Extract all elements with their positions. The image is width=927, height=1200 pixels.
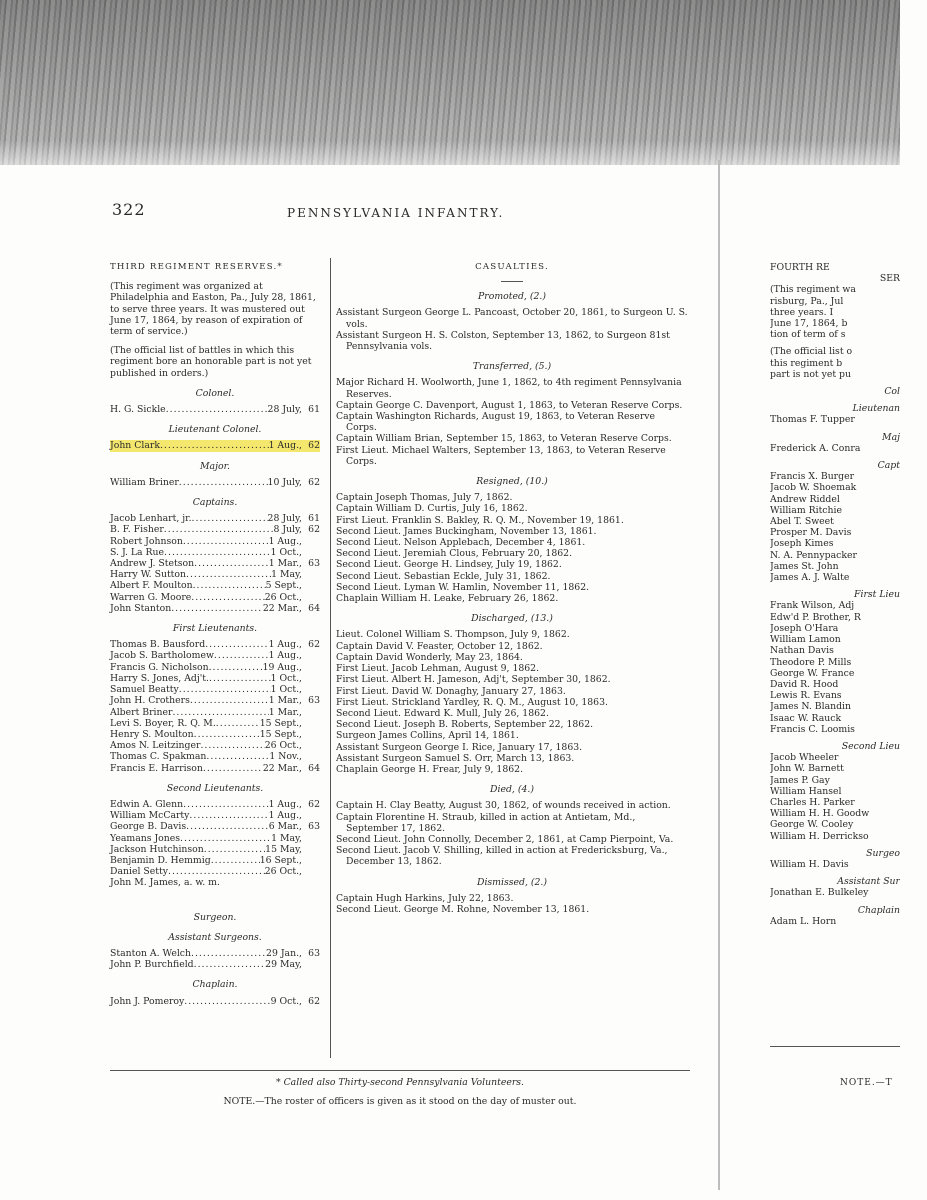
commission-date: 1 Aug., — [268, 650, 302, 662]
officer-name: John Stanton — [110, 602, 172, 614]
roster-extra: John M. James, a. w. m. — [110, 877, 220, 889]
commission-date: 1 Mar., — [268, 558, 302, 570]
roster-entry — [110, 477, 320, 488]
officer-name: Albert F. Moulton — [110, 580, 193, 592]
officer-name: Thomas B. Bausford — [110, 639, 206, 651]
commission-year — [302, 833, 320, 844]
roster-entry — [110, 650, 320, 661]
commission-year — [302, 707, 320, 718]
casualty-category: Resigned, (10.) — [476, 476, 548, 488]
roster-entry — [110, 404, 320, 415]
leader-dots — [203, 763, 263, 774]
cutoff-line: James N. Blandin — [770, 701, 852, 713]
officer-name: William Briner — [110, 476, 179, 488]
commission-year — [302, 673, 320, 684]
leader-dots — [214, 650, 269, 661]
footer-rule — [110, 1070, 690, 1071]
cutoff-line: George W. France — [770, 667, 855, 679]
officer-name: John P. Burchfield — [110, 959, 194, 971]
commission-date: 15 Sept., — [259, 717, 302, 729]
officer-name: Francis G. Nicholson — [110, 661, 209, 673]
commission-year: 62 — [308, 798, 320, 810]
cutoff-line: (The official list o — [770, 346, 853, 358]
commission-date: 26 Oct., — [264, 866, 302, 878]
commission-date: 1 Oct., — [270, 546, 302, 558]
commission-date: 29 Jan., — [266, 947, 302, 959]
officer-name: Yeamans Jones — [110, 832, 181, 844]
cutoff-line: Abel T. Sweet — [770, 516, 834, 528]
officer-name: Andrew J. Stetson — [110, 558, 195, 570]
roster-entry — [110, 751, 320, 762]
commission-year: 64 — [308, 602, 320, 614]
commission-date: 1 Aug., — [268, 440, 302, 452]
leader-dots — [209, 662, 263, 673]
casualty-entry: Second Lieut. Edward K. Mull, July 26, 1862. — [336, 707, 549, 719]
roster-entry — [110, 948, 320, 959]
officer-name: John H. Crothers — [110, 695, 190, 707]
leader-dots — [194, 558, 269, 569]
roster-entry — [110, 718, 320, 729]
cutoff-line: Adam L. Horn — [770, 915, 837, 927]
roster-entry — [110, 695, 320, 706]
roster-entry — [110, 729, 320, 740]
commission-date: 1 Aug., — [268, 810, 302, 822]
officer-name: H. G. Sickle — [110, 404, 166, 416]
leader-dots — [186, 821, 269, 832]
commission-year — [302, 684, 320, 695]
commission-date: 29 May, — [265, 959, 302, 971]
roster-entry — [110, 959, 320, 970]
casualty-entry: Captain William Brian, September 15, 1863, to Veteran Reserve Corps. — [336, 433, 672, 445]
roster-entry — [110, 866, 320, 877]
commission-year: 62 — [308, 440, 320, 452]
casualties-column — [336, 262, 688, 915]
commission-date: 22 Mar., — [262, 762, 302, 774]
commission-date: 8 July, — [273, 524, 302, 536]
roster-entry — [110, 662, 320, 673]
casualty-entry: Lieut. Colonel William S. Thompson, July 9, 1862. — [336, 629, 570, 641]
cutoff-line: Surgeo — [866, 847, 900, 859]
cutoff-line: George W. Cooley — [770, 819, 854, 831]
casualty-entry: Second Lieut. George H. Lindsey, July 19, 1862. — [336, 559, 562, 571]
roster-entry — [110, 763, 320, 774]
roster-entry — [110, 603, 320, 614]
cutoff-line: William Lamon — [770, 634, 841, 646]
officer-name: Amos N. Leitzinger — [110, 740, 201, 752]
cutoff-line: Francis X. Burger — [770, 471, 855, 483]
commission-date: 22 Mar., — [262, 602, 302, 614]
commission-year — [302, 569, 320, 580]
commission-year — [302, 729, 320, 740]
column-rule — [330, 258, 331, 1058]
officer-name: George B. Davis — [110, 821, 187, 833]
cutoff-line: Joseph O'Hara — [770, 622, 839, 634]
cutoff-line: William H. H. Goodw — [770, 808, 870, 820]
scan-shadow — [0, 0, 900, 165]
casualty-entry: Second Lieut. John Connolly, December 2, 1861, at Camp Pierpoint, Va. — [336, 833, 674, 845]
cutoff-line: Andrew Riddel — [770, 493, 840, 505]
leader-dots — [204, 844, 265, 855]
commission-date: 15 May, — [265, 843, 302, 855]
cutoff-line: William Hansel — [770, 785, 842, 797]
roster-entry — [110, 996, 320, 1007]
cutoff-line: William H. Davis — [770, 858, 849, 870]
casualty-entry: Assistant Surgeon George I. Rice, January 17, 1863. — [336, 741, 583, 753]
roster-entry — [110, 684, 320, 695]
commission-date: 9 Oct., — [270, 995, 302, 1007]
roster-entry — [110, 569, 320, 580]
officer-name: Jacob Lenhart, jr. — [110, 513, 192, 525]
casualty-entry: First Lieut. Michael Walters, September 13, 1863, to Veteran Reserve Corps. — [336, 444, 666, 467]
leader-dots — [211, 855, 260, 866]
commission-year — [302, 592, 320, 603]
commission-date: 1 Aug., — [268, 798, 302, 810]
cutoff-line: First Lieu — [854, 589, 900, 601]
roster-entry — [110, 513, 320, 524]
officer-name: Jacob S. Bartholomew — [110, 650, 214, 662]
commission-year: 63 — [308, 558, 320, 570]
roster-entry — [110, 547, 320, 558]
commission-year: 63 — [308, 821, 320, 833]
running-head: PENNSYLVANIA INFANTRY. — [287, 206, 505, 220]
commission-year: 62 — [308, 476, 320, 488]
commission-year — [302, 866, 320, 877]
casualty-entry: Second Lieut. Jeremiah Clous, February 20, 1862. — [336, 548, 573, 560]
officer-name: Francis E. Harrison — [110, 762, 203, 774]
officer-name: John J. Pomeroy — [110, 995, 185, 1007]
commission-date: 26 Oct., — [264, 740, 302, 752]
leader-dots — [160, 440, 269, 451]
cutoff-line: Second Lieu — [841, 740, 900, 752]
roster-entry — [110, 558, 320, 569]
section-title: First Lieutenants. — [172, 623, 258, 635]
officer-name: S. J. La Rue — [110, 546, 165, 558]
battles-note: (The official list of battles in which this regiment bore an honorable part is not yet published in orders.) — [110, 345, 312, 379]
leader-dots — [189, 810, 268, 821]
cutoff-line: Nathan Davis — [770, 645, 834, 657]
cutoff-line: Lieutenan — [852, 403, 900, 415]
commission-date: 28 July, — [267, 513, 302, 525]
commission-date: 1 Nov., — [269, 751, 302, 763]
section-title: Assistant Surgeons. — [168, 931, 262, 943]
section-title: Surgeon. — [193, 911, 237, 923]
cutoff-line: SER — [879, 273, 900, 285]
cutoff-line: Col — [884, 386, 900, 398]
roster-entry — [110, 536, 320, 547]
roster-entry — [110, 592, 320, 603]
commission-year — [302, 718, 320, 729]
commission-date: 1 Mar., — [268, 706, 302, 718]
cutoff-line: Chaplain — [857, 904, 900, 916]
roster-entry — [110, 844, 320, 855]
cutoff-line: David R. Hood — [770, 678, 839, 690]
roster-entry — [110, 855, 320, 866]
commission-year: 61 — [308, 513, 320, 525]
muster-note: NOTE.—The roster of officers is given as it stood on the day of muster out. — [223, 1096, 577, 1107]
casualty-entry: Second Lieut. Jacob V. Shilling, killed in action at Fredericksburg, Va., December 13, 1862. — [336, 845, 668, 868]
casualty-category: Dismissed, (2.) — [476, 876, 548, 888]
officer-name: B. F. Fisher — [110, 524, 164, 536]
commission-date: 1 May, — [271, 832, 302, 844]
commission-year: 62 — [308, 524, 320, 536]
officer-name: Edwin A. Glenn — [110, 798, 184, 810]
roster-entry — [110, 810, 320, 821]
casualty-category: Died, (4.) — [490, 784, 534, 796]
leader-dots — [186, 569, 271, 580]
commission-date: 1 Oct., — [270, 684, 302, 696]
roster-entry — [110, 673, 320, 684]
cutoff-line: Prosper M. Davis — [770, 527, 852, 539]
roster-entry — [110, 821, 320, 832]
blank-line — [110, 889, 320, 903]
leader-dots — [164, 547, 271, 558]
officer-name: Jackson Hutchinson — [110, 843, 204, 855]
commission-year — [302, 536, 320, 547]
officer-name: Warren G. Moore — [110, 591, 192, 603]
cutoff-line: John W. Barnett — [770, 763, 844, 775]
cutoff-line: Lewis R. Evans — [770, 690, 842, 702]
section-title: Major. — [200, 460, 230, 472]
leader-dots — [184, 996, 270, 1007]
commission-date: 1 Oct., — [270, 672, 302, 684]
commission-year — [302, 855, 320, 866]
leader-dots — [166, 404, 268, 415]
casualty-entry: Second Lieut. Nelson Applebach, December 4, 1861. — [336, 537, 586, 549]
leader-dots — [206, 751, 269, 762]
page-edge — [718, 160, 720, 1190]
leader-dots — [168, 866, 265, 877]
commission-year: 64 — [308, 762, 320, 774]
leader-dots — [183, 799, 268, 810]
commission-year: 63 — [308, 695, 320, 707]
leader-dots — [205, 639, 268, 650]
officer-name: Henry S. Moulton — [110, 728, 194, 740]
commission-date: 19 Aug., — [262, 661, 302, 673]
commission-year: 62 — [308, 639, 320, 651]
roster-sections — [110, 388, 320, 1007]
cutoff-line: Thomas F. Tupper — [770, 414, 855, 426]
cutoff-line: part is not yet pu — [770, 368, 851, 380]
officer-name: Harry W. Sutton — [110, 569, 186, 581]
leader-dots — [190, 695, 269, 706]
cutoff-line: Joseph Kimes — [770, 538, 834, 550]
commission-date: 10 July, — [267, 476, 302, 488]
casualty-entry: Assistant Surgeon H. S. Colston, September 13, 1862, to Surgeon 81st Pennsylvania vols. — [336, 329, 670, 353]
officer-name: Albert Briner — [110, 706, 173, 718]
cutoff-note: NOTE.—T — [840, 1078, 893, 1088]
officer-name: Robert Johnson — [110, 535, 183, 547]
casualty-entry: Second Lieut. Joseph B. Roberts, September 22, 1862. — [336, 719, 594, 731]
officer-name: Benjamin D. Hemmig — [110, 854, 211, 866]
casualty-category: Discharged, (13.) — [471, 613, 553, 625]
leader-dots — [180, 833, 271, 844]
commission-date: 1 Aug., — [268, 535, 302, 547]
section-title: Lieutenant Colonel. — [168, 424, 262, 436]
commission-date: 16 Sept., — [259, 854, 302, 866]
casualty-entry: Captain George C. Davenport, August 1, 1863, to Veteran Reserve Corps. — [336, 399, 683, 411]
cutoff-line: Isaac W. Rauck — [770, 712, 842, 724]
commission-year: 62 — [308, 995, 320, 1007]
commission-year — [302, 751, 320, 762]
leader-dots — [191, 948, 266, 959]
casualty-entry: Surgeon James Collins, April 14, 1861. — [336, 730, 519, 742]
commission-year — [302, 959, 320, 970]
next-regiment-column — [770, 262, 900, 927]
leader-dots — [194, 729, 260, 740]
roster-entry — [110, 639, 320, 650]
casualty-entry: Captain David V. Feaster, October 12, 1862. — [336, 640, 543, 652]
casualty-entry: Assistant Surgeon George L. Pancoast, October 20, 1861, to Surgeon U. S. vols. — [336, 307, 688, 330]
cutoff-line: Jacob W. Shoemak — [770, 482, 857, 494]
officer-name: Levi S. Boyer, R. Q. M. — [110, 717, 216, 729]
roster-entry — [110, 833, 320, 844]
regiment-heading: THIRD REGIMENT RESERVES.* — [110, 262, 283, 272]
leader-dots — [209, 673, 271, 684]
roster-entry — [110, 524, 320, 535]
casualty-entry: Chaplain William H. Leake, February 26, 1862. — [336, 593, 559, 605]
cutoff-line: William H. Derrickso — [770, 830, 869, 842]
section-title: Chaplain. — [192, 979, 238, 991]
cutoff-line: Charles H. Parker — [770, 796, 855, 808]
cutoff-line: James A. J. Walte — [770, 572, 850, 584]
casualty-category: Promoted, (2.) — [478, 291, 546, 303]
cutoff-line: Edw'd P. Brother, R — [770, 611, 861, 623]
officer-name: Thomas C. Spakman — [110, 751, 207, 763]
cutoff-line: Francis C. Loomis — [770, 723, 855, 735]
cutoff-line: Frank Wilson, Adj — [770, 600, 855, 612]
cutoff-line: risburg, Pa., Jul — [770, 295, 844, 307]
roster-entry — [110, 707, 320, 718]
casualty-entry: Assistant Surgeon Samuel S. Orr, March 13, 1863. — [336, 752, 575, 764]
casualty-category: Transferred, (5.) — [472, 361, 552, 373]
leader-dots — [172, 707, 268, 718]
casualty-entry: First Lieut. Albert H. Jameson, Adj't, September 30, 1862. — [336, 674, 611, 686]
section-title: Second Lieutenants. — [166, 782, 264, 794]
commission-year — [302, 810, 320, 821]
commission-date: 28 July, — [267, 404, 302, 416]
leader-dots — [200, 740, 264, 751]
roster-entry — [110, 440, 320, 451]
officer-name: John Clark — [110, 440, 160, 452]
officer-name: William McCarty — [110, 810, 190, 822]
casualty-entry: Second Lieut. Lyman W. Hamlin, November 11, 1862. — [336, 581, 590, 593]
casualty-entry: First Lieut. Jacob Lehman, August 9, 1862. — [336, 663, 540, 675]
commission-year — [302, 740, 320, 751]
commission-date: 1 Aug., — [268, 639, 302, 651]
casualty-entry: First Lieut. Franklin S. Bakley, R. Q. M., November 19, 1861. — [336, 514, 624, 526]
commission-date: 26 Oct., — [264, 591, 302, 603]
casualties-heading: CASUALTIES. — [475, 262, 549, 272]
leader-dots — [192, 513, 268, 524]
roster-column — [110, 262, 320, 1007]
casualty-entry: First Lieut. David W. Donaghy, January 27, 1863. — [336, 685, 566, 697]
cutoff-line: Capt — [877, 460, 900, 472]
cutoff-line: (This regiment wa — [770, 284, 856, 296]
section-title: Colonel. — [195, 387, 235, 399]
casualty-entry: Captain H. Clay Beatty, August 30, 1862, of wounds received in action. — [336, 800, 671, 812]
cutoff-line: Jonathan E. Bulkeley — [770, 887, 869, 899]
casualty-entry: Captain Florentine H. Straub, killed in action at Antietam, Md., September 17, 1862. — [336, 811, 636, 834]
casualty-entry: Second Lieut. Sebastian Eckle, July 31, 1862. — [336, 570, 551, 582]
casualty-entry: Captain William D. Curtis, July 16, 1862. — [336, 503, 528, 515]
commission-year — [302, 662, 320, 673]
cutoff-line: Frederick A. Conra — [770, 442, 861, 454]
casualty-entry: Second Lieut. George M. Rohne, November 13, 1861. — [336, 903, 590, 915]
commission-year — [302, 650, 320, 661]
page-number: 322 — [112, 200, 146, 219]
officer-name: Stanton A. Welch — [110, 947, 192, 959]
regiment-note: (This regiment was organized at Philadelphia and Easton, Pa., July 28, 1861, to serve three years. It was mustered out June 17, 1864, by reason of expiration of term of service.) — [110, 281, 316, 338]
officer-name: Harry S. Jones, Adj't. — [110, 672, 209, 684]
cutoff-line: James P. Gay — [770, 774, 830, 786]
heading-rule — [501, 281, 523, 282]
footnote: * Called also Thirty-second Pennsylvania Volunteers. — [275, 1077, 525, 1088]
commission-date: 1 May, — [271, 569, 302, 581]
cutoff-line: N. A. Pennypacker — [770, 549, 857, 561]
cutoff-line: Maj — [882, 431, 900, 443]
cutoff-line: this regiment b — [770, 357, 843, 369]
officer-name: Samuel Beatty — [110, 684, 179, 696]
casualty-entry: Major Richard H. Woolworth, June 1, 1862, to 4th regiment Pennsylvania Reserves. — [336, 377, 682, 400]
casualty-sections — [336, 291, 688, 915]
cutoff-line: June 17, 1864, b — [770, 318, 848, 330]
officer-name: Daniel Setty — [110, 866, 168, 878]
casualty-entry: Captain Washington Richards, August 19, 1863, to Veteran Reserve Corps. — [336, 411, 656, 434]
commission-date: 15 Sept., — [259, 728, 302, 740]
commission-year — [302, 547, 320, 558]
leader-dots — [179, 477, 268, 488]
cutoff-line: FOURTH RE — [770, 262, 830, 273]
right-rule — [770, 1046, 900, 1047]
cutoff-line: Theodore P. Mills — [770, 656, 852, 668]
leader-dots — [183, 536, 269, 547]
leader-dots — [216, 718, 260, 729]
commission-year: 61 — [308, 404, 320, 416]
leader-dots — [171, 603, 263, 614]
cutoff-line: William Ritchie — [770, 504, 842, 516]
commission-year: 63 — [308, 947, 320, 959]
section-title: Captains. — [192, 497, 238, 509]
cutoff-line: tion of term of s — [770, 329, 846, 341]
casualty-entry: First Lieut. Strickland Yardley, R. Q. M., August 10, 1863. — [336, 696, 608, 708]
casualty-entry: Captain Joseph Thomas, July 7, 1862. — [336, 492, 513, 504]
leader-dots — [194, 959, 266, 970]
commission-date: 1 Mar., — [268, 695, 302, 707]
leader-dots — [193, 580, 266, 591]
leader-dots — [191, 592, 264, 603]
casualty-entry: Captain Hugh Harkins, July 22, 1863. — [336, 892, 514, 904]
cutoff-line: Assistant Sur — [837, 876, 900, 888]
commission-year — [302, 844, 320, 855]
commission-year — [302, 580, 320, 591]
casualty-entry: Second Lieut. James Buckingham, November 13, 1861. — [336, 525, 597, 537]
leader-dots — [164, 524, 274, 535]
casualty-entry: Captain David Wonderly, May 23, 1864. — [336, 651, 523, 663]
cutoff-line: Jacob Wheeler — [770, 752, 839, 764]
commission-date: 6 Mar., — [268, 821, 302, 833]
roster-entry — [110, 799, 320, 810]
commission-date: 5 Sept., — [265, 580, 302, 592]
leader-dots — [179, 684, 271, 695]
casualty-entry: Chaplain George H. Frear, July 9, 1862. — [336, 763, 524, 775]
cutoff-line: James St. John — [770, 560, 839, 572]
roster-entry — [110, 740, 320, 751]
roster-entry — [110, 580, 320, 591]
cutoff-line: three years. I — [770, 306, 834, 318]
